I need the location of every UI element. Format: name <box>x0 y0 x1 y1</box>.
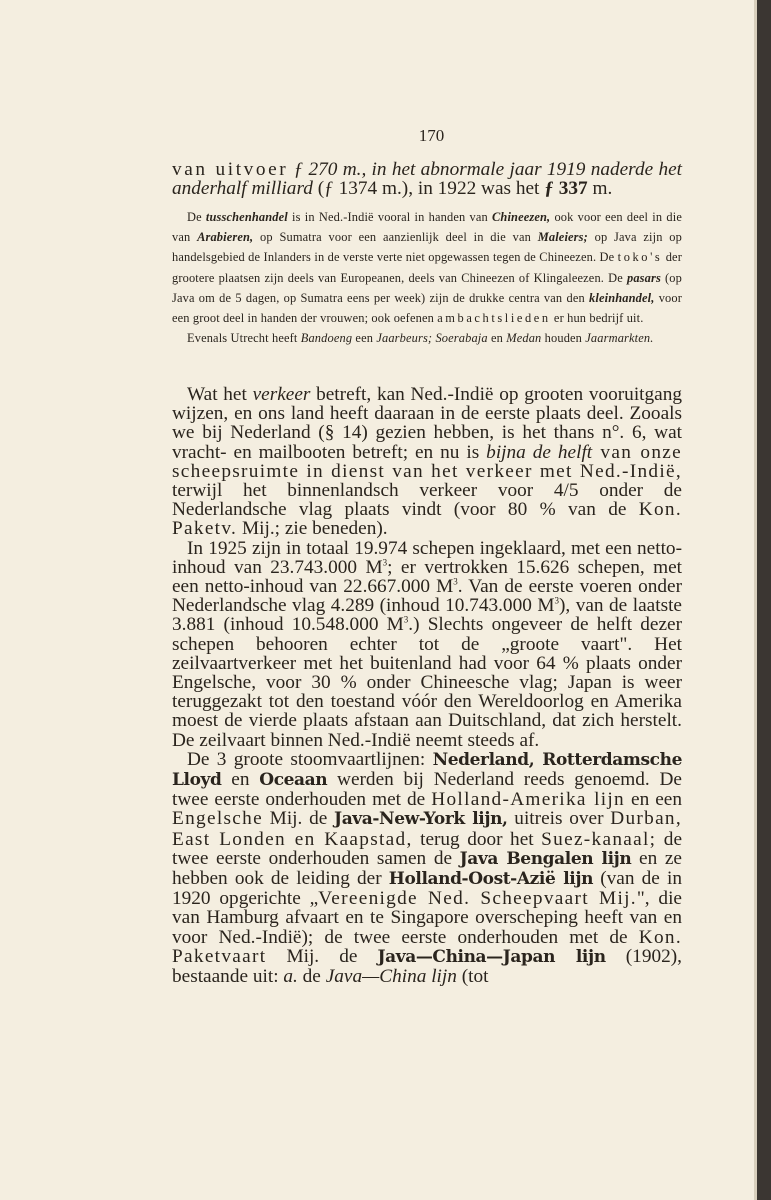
paragraph-stoomvaart: De 3 groote stoomvaartlijnen: Nederland, Rotterdamsche Lloyd en Oceaan werden bij Nederland reeds genoemd. De twee eerste onderhouden met de Holland-Amerika lijn en een Engelsche Mij. de Java-New-York lijn, uitreis over Durban, East Londen en Kaapstad, terug door het Suez-kanaal; de twee eerste onderhouden samen de Java Bengalen lijn en ze hebben ook de leiding der Holland-Oost-Azië lijn (van de in 1920 opgerichte „Vereenigde Ned. Scheepvaart Mij.", die van Hamburg afvaart en te Singapore overscheping heeft van en voor Ned.-Indië); de twee eerste onderhouden met de Kon. Paketvaart Mij. de Java—China—Japan lijn (1902), bestaande uit: a. de Java—China lijn (tot <box>172 748 683 988</box>
intro-paragraph: van uitvoer ƒ 270 m., in het abnormale jaar 1919 naderde het anderhalf milliard (ƒ 1374 m.), in 1922 was het ƒ 337 m. <box>172 159 683 200</box>
main-body <box>172 385 682 986</box>
page-number: 170 <box>418 126 445 145</box>
book-spine <box>757 0 771 1200</box>
small-print-trade: De tusschenhandel is in Ned.-Indië vooral in handen van Chineezen, ook voor een deel in die van Arabieren, op Sumatra voor een aanzienlijk deel in die van Maleiers; op Java zijn op handelsgebied de Inlanders in de verste verte niet opgewassen tegen de Chineezen. De toko's der grootere plaatsen zijn deels van Europeanen, deels van Chineezen of Klingaleezen. De pasars (op Java om de 5 dagen, op Sumatra eens per week) zijn de drukke centra van den kleinhandel, voor een groot deel in handen der vrouwen; ook oefenen ambachtslieden er hun bedrijf uit. Evenals Utrecht heeft Bandoeng een Jaarbeurs; Soerabaja en Medan houden Jaarmarkten. <box>172 210 683 346</box>
paragraph-1925: In 1925 zijn in totaal 19.974 schepen ingeklaard, met een netto-inhoud van 23.743.000 $M^3$; er vertrokken 15.626 schepen, met een netto-inhoud van 22.667.000 $M^3$. Van de eerste voeren onder Nederlandsche vlag 4.289 (inhoud 10.743.000 $M^3$), van de laatste 3.881 (inhoud 10.548.000 $M^3$.) Slechts ongeveer de helft dezer schepen behooren echter tot de „groote vaart". Het zeilvaartverkeer met het buitenland had voor 64 % plaats onder Engelsche, voor 30 % onder Chineesche vlag; Japan is weer teruggezakt tot den toestand vóór den Wereldoorlog en Amerika moest de vierde plaats afstaan aan Duitschland, dat zich herstelt. De zeilvaart binnen Ned.-Indië neemt steeds af. <box>172 537 683 751</box>
paragraph-verkeer: Wat het verkeer betreft, kan Ned.-Indië op grooten vooruitgang wijzen, en ons land heeft daaraan in de eerste plaats deel. Zooals we bij Nederland (§ 14) gezien hebben, is het thans n°. 6, wat vracht- en mailbooten betreft; en nu is bijna de helft van onze scheepsruimte in dienst van het verkeer met Ned.-Indië, terwijl het binnenlandsch verkeer voor 4/5 onder de Nederlandsche vlag plaats vindt (voor 80 % van de Kon. Paketv. Mij.; zie beneden). <box>172 384 683 540</box>
